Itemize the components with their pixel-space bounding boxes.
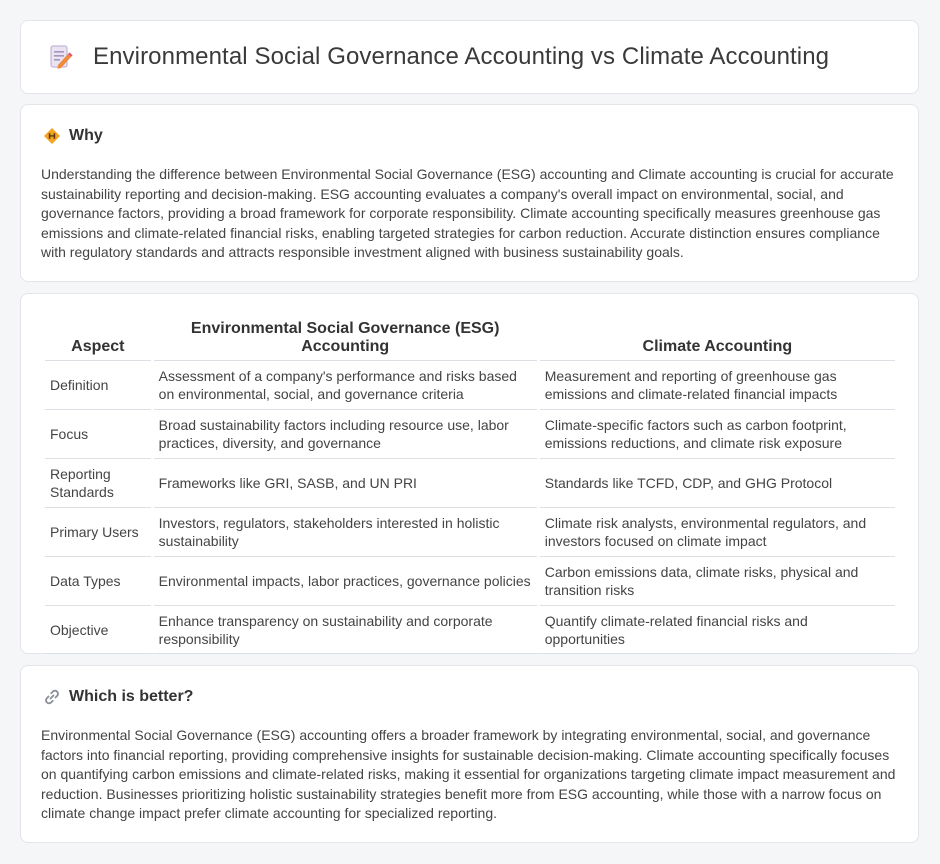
header-aspect: Aspect	[71, 338, 125, 355]
why-heading: Why	[69, 127, 103, 144]
title-card	[20, 20, 919, 94]
table-row	[45, 458, 895, 507]
row-climate: Climate-specific factors such as carbon footprint, emissions reductions, and climate risk exposure	[540, 409, 895, 458]
table-row	[45, 605, 895, 654]
row-climate: Standards like TCFD, CDP, and GHG Protocol	[540, 458, 895, 507]
better-heading: Which is better?	[69, 688, 194, 705]
row-climate: Quantify climate-related financial risks and opportunities	[540, 605, 895, 654]
header-climate: Climate Accounting	[642, 338, 793, 355]
which-better-section	[20, 665, 919, 843]
row-aspect: Definition	[45, 360, 151, 409]
table-row	[45, 507, 895, 556]
row-aspect: Primary Users	[45, 507, 151, 556]
row-esg: Frameworks like GRI, SASB, and UN PRI	[154, 458, 537, 507]
row-esg: Assessment of a company's performance and risks based on environmental, social, and governance criteria	[154, 360, 537, 409]
table-header-row	[45, 314, 895, 360]
why-heading-row	[43, 127, 103, 145]
row-esg: Broad sustainability factors including resource use, labor practices, diversity, and governance	[154, 409, 537, 458]
title-row	[49, 43, 829, 71]
row-esg: Enhance transparency on sustainability and corporate responsibility	[154, 605, 537, 654]
link-icon	[43, 688, 61, 706]
why-section	[20, 104, 919, 282]
table-row	[45, 360, 895, 409]
table-row	[45, 556, 895, 605]
row-climate: Measurement and reporting of greenhouse gas emissions and climate-related financial impacts	[540, 360, 895, 409]
better-text: Environmental Social Governance (ESG) accounting offers a broader framework by integrating environmental, social, and governance factors into financial reporting, providing comprehensive insights for sustainable decision-making. Climate accounting specifically focuses on quantifying carbon emissions and climate-related risks, making it essential for organizations targeting climate impact measurement and reduction. Businesses prioritizing holistic sustainability strategies benefit more from ESG accounting, while those with a narrow focus on climate change impact prefer climate accounting for specialized reporting.	[41, 727, 896, 822]
row-aspect: Reporting Standards	[45, 458, 151, 507]
row-esg: Environmental impacts, labor practices, governance policies	[154, 556, 537, 605]
row-aspect: Objective	[45, 605, 151, 654]
why-text: Understanding the difference between Environmental Social Governance (ESG) accounting and Climate accounting is crucial for accurate sustainability reporting and decision-making. ESG accounting evaluates a company's overall impact on environmental, social, and governance factors, providing a broad framework for corporate responsibility. Climate accounting specifically measures greenhouse gas emissions and climate-related financial risks, enabling targeted strategies for carbon reduction. Accurate distinction ensures compliance with regulatory standards and attracts responsible investment aligned with business sustainability goals.	[41, 166, 894, 261]
page-title: Environmental Social Governance Accounting vs Climate Accounting	[93, 43, 830, 70]
row-esg: Investors, regulators, stakeholders interested in holistic sustainability	[154, 507, 537, 556]
better-heading-row	[43, 688, 193, 706]
row-aspect: Data Types	[45, 556, 151, 605]
row-aspect: Focus	[45, 409, 151, 458]
table-row	[45, 409, 895, 458]
comparison-section	[20, 293, 919, 654]
comparison-table	[42, 314, 898, 654]
edit-document-icon	[49, 43, 73, 71]
diamond-warning-icon	[43, 127, 61, 145]
row-climate: Carbon emissions data, climate risks, physical and transition risks	[540, 556, 895, 605]
row-climate: Climate risk analysts, environmental regulators, and investors focused on climate impact	[540, 507, 895, 556]
header-esg: Environmental Social Governance (ESG) Accounting	[190, 320, 500, 355]
